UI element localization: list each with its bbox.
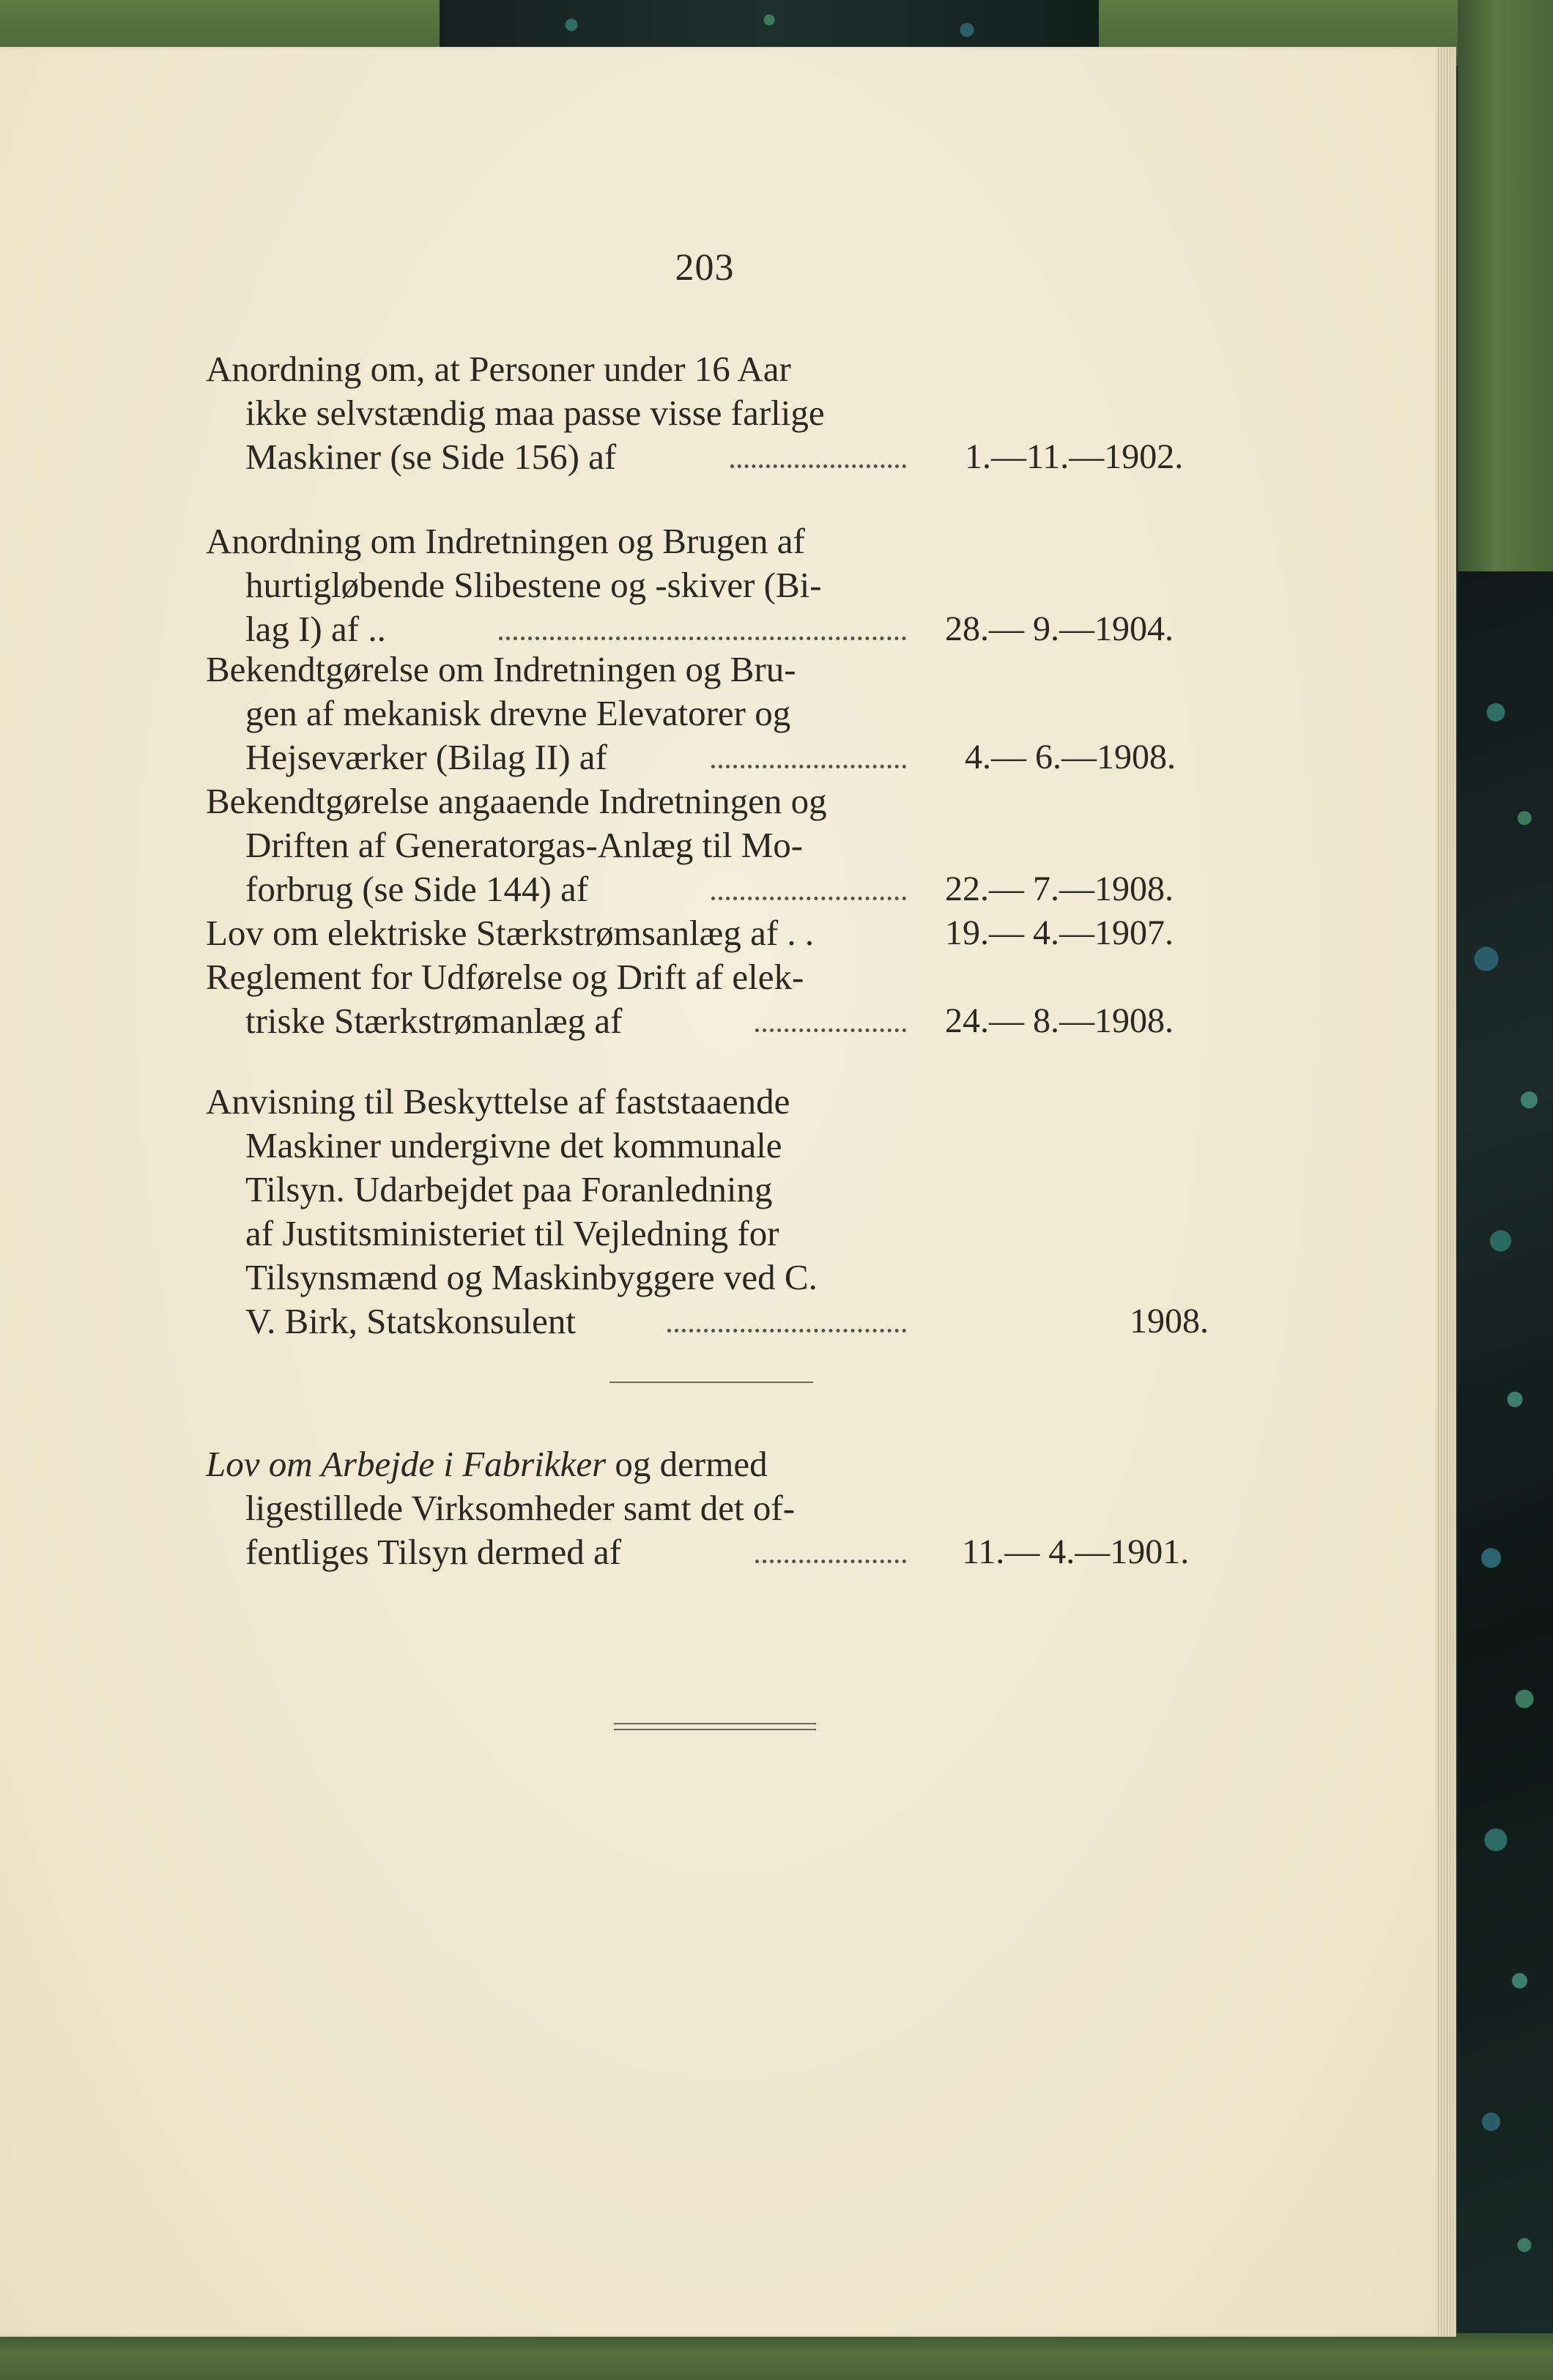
book-page (0, 47, 1453, 2337)
entry-line: fentliges Tilsyn dermed af (245, 1532, 622, 1572)
dot-leader (755, 1021, 906, 1032)
entry-date: 1.—11.—1902. (965, 437, 1184, 476)
marbled-endpaper-top (440, 0, 1099, 50)
entry-date: 19.— 4.—1907. (945, 913, 1174, 952)
entry-line: triske Stærkstrømanlæg af (245, 1001, 623, 1041)
dot-leader (730, 457, 906, 468)
dot-leader (755, 1552, 906, 1563)
entry-line: gen af mekanisk drevne Elevatorer og (245, 693, 791, 733)
entry-line: V. Birk, Statskonsulent (245, 1301, 577, 1341)
end-rule-bottom (614, 1729, 816, 1730)
entry-line: Maskiner (se Side 156) af (245, 437, 617, 477)
entry-line: Bekendtgørelse om Indretningen og Bru- (206, 649, 796, 689)
end-rule-top (614, 1723, 816, 1724)
entry-line: Bekendtgørelse angaaende Indretningen og (206, 781, 827, 821)
entry-line-rest: og dermed (606, 1444, 768, 1484)
entry-line: Anvisning til Beskyttelse af faststaaende (206, 1081, 790, 1122)
entry-line: hurtigløbende Slibestene og -skiver (Bi- (245, 565, 822, 605)
entry-line (206, 1442, 768, 1486)
entry-line: Lov om elektriske Stærkstrømsanlæg af . . (206, 913, 815, 953)
marbled-endpaper (1458, 571, 1553, 2333)
entry-line: Maskiner undergivne det kommunale (245, 1125, 782, 1165)
entry-date: 4.— 6.—1908. (965, 738, 1176, 776)
entry-date: 1908. (1130, 1302, 1209, 1341)
entry-line: Hejseværker (Bilag II) af (245, 737, 607, 777)
section-divider (609, 1382, 813, 1383)
dot-leader (667, 1321, 906, 1332)
entry-line: Driften af Generatorgas-Anlæg til Mo- (245, 825, 804, 865)
entry-line: Anordning om, at Personer under 16 Aar (206, 349, 791, 389)
entry-line: af Justitsministeriet til Vejledning for (245, 1213, 779, 1253)
dot-leader (499, 629, 906, 640)
page-number: 203 (675, 247, 735, 289)
entry-line: forbrug (se Side 144) af (245, 869, 589, 909)
book-cover-bottom (0, 2333, 1553, 2380)
entry-line: Reglement for Udførelse og Drift af elek- (206, 957, 804, 997)
entry-date: 11.— 4.—1901. (962, 1532, 1190, 1571)
dot-leader (711, 757, 906, 768)
entry-date: 28.— 9.—1904. (945, 609, 1174, 648)
law-title-italic: Lov om Arbejde i Fabrikker (206, 1444, 607, 1484)
entry-line: ligestillede Virksomheder samt det of- (245, 1488, 796, 1528)
entry-line: Anordning om Indretningen og Brugen af (206, 521, 805, 561)
entry-line: Tilsyn. Udarbejdet paa Foranledning (245, 1169, 773, 1209)
entry-line: lag I) af .. (245, 609, 386, 649)
entry-line: Tilsynsmænd og Maskinbyggere ved C. (245, 1257, 818, 1297)
page-content (0, 47, 1453, 2337)
entry-date: 24.— 8.—1908. (945, 1001, 1174, 1040)
dot-leader (711, 889, 906, 900)
entry-line: ikke selvstændig maa passe visse farlige (245, 393, 825, 433)
entry-date: 22.— 7.—1908. (945, 870, 1174, 908)
page-edges (1436, 47, 1456, 2337)
